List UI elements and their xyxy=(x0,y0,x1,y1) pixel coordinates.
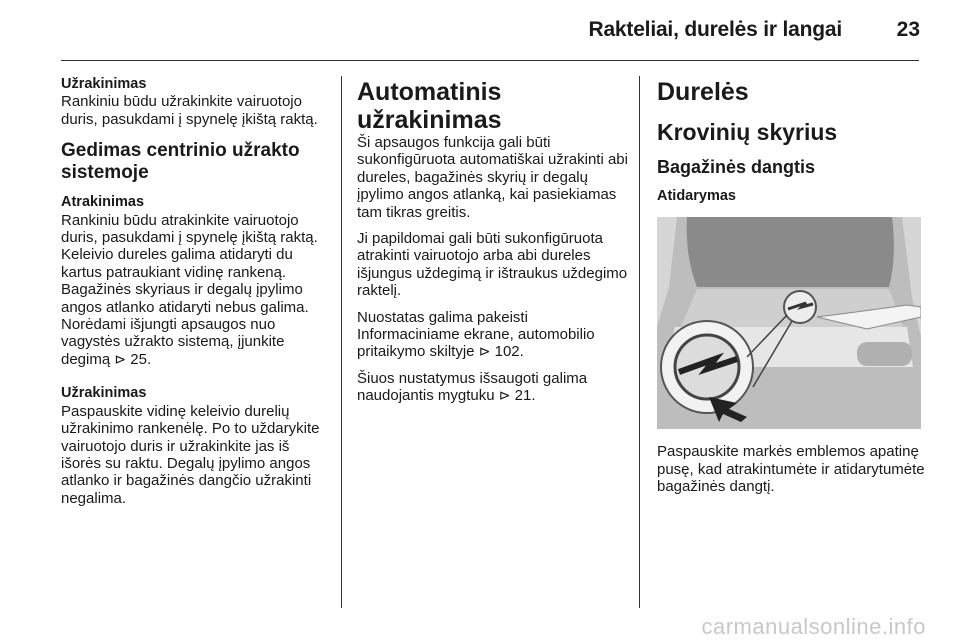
header-title: Rakteliai, durelės ir langai xyxy=(588,18,842,41)
column-middle xyxy=(357,78,629,405)
paragraph-auto-lock-2: Ji papildomai gali būti sukonfigūruota atrakinti vairuotojo arba abi dureles išjungus uždegimą ir ištraukus uždegimo raktelį. xyxy=(357,230,628,300)
paragraph-auto-lock-4 xyxy=(357,370,629,405)
figure-caption: Paspauskite markės emblemos apatinę pusę, kad atrakintumėte ir atidarytumėte bagažinės dangtį. xyxy=(657,443,925,496)
ref-arrow-icon: ⊳ xyxy=(498,387,511,404)
page-ref-link[interactable]: 25. xyxy=(130,350,152,368)
tailgate-illustration xyxy=(657,217,921,429)
ref-arrow-icon: ⊳ xyxy=(478,343,491,360)
heading-tailgate: Bagažinės dangtis xyxy=(657,157,816,177)
page-header xyxy=(0,0,960,62)
subheading-locking-2: Užrakinimas xyxy=(61,385,147,402)
subheading-locking: Užrakinimas xyxy=(61,76,147,92)
heading-doors: Durelės xyxy=(657,78,749,106)
paragraph-unlocking-text: Rankiniu būdu atrakinkite vairuotojo duris, pasukdami į spynelę įkištą raktą. Keleivio dureles galima atidaryti du kartus patraukiant vidinę rankeną. Bagažinės skyriaus ir degalų įpylimo angos atlanko atidaryti nebus galima. Norėdami išjungti apsaugos nuo vagystės užrakto sistemą, įjunkite degimą xyxy=(61,211,318,368)
paragraph-auto-lock-1: Ši apsaugos funkcija gali būti sukonfigūruota automatiškai užrakinti abi dureles, bagažinės skyrių ir degalų įpylimo angos atlanką, kai pasiekiamas tam tikras greitis. xyxy=(357,134,628,221)
heading-automatic-locking: Automatinis užrakinimas xyxy=(357,78,502,134)
paragraph-auto-lock-3 xyxy=(357,309,629,361)
column-divider-1 xyxy=(341,76,342,608)
paragraph-manual-lock: Rankiniu būdu užrakinkite vairuotojo duris, pasukdami į spynelę įkištą raktą. xyxy=(61,93,318,128)
page-ref-link[interactable]: 102. xyxy=(494,343,524,361)
heading-central-lock-failure: Gedimas centrinio užrakto sistemoje xyxy=(61,140,300,184)
paragraph-auto-lock-3-text: Nuostatas galima pakeisti Informaciniame ekrane, automobilio pritaikymo skiltyje xyxy=(357,308,595,361)
subheading-unlocking: Atrakinimas xyxy=(61,194,145,211)
paragraph-unlocking xyxy=(61,212,333,369)
column-divider-2 xyxy=(639,76,640,608)
watermark: carmanualsonline.info xyxy=(701,614,926,639)
heading-cargo: Krovinių skyrius xyxy=(657,119,838,145)
page-number: 23 xyxy=(896,18,920,41)
header-rule xyxy=(61,60,919,61)
page-ref-link[interactable]: 21. xyxy=(514,387,536,405)
car-rear-illustration xyxy=(657,217,921,429)
paragraph-auto-lock-4-text: Šiuos nustatymus išsaugoti galima naudojantis mygtuku xyxy=(357,369,588,405)
column-right xyxy=(657,78,925,496)
column-left xyxy=(61,76,333,507)
paragraph-locking-2: Paspauskite vidinę keleivio durelių užrakinimo rankenėlę. Po to uždarykite vairuotojo duris ir užrakinkite jas iš išorės su raktu. Degalų įpylimo angos atlanko ir bagažinės dangčio užrakinti negalima. xyxy=(61,402,320,507)
ref-arrow-icon: ⊳ xyxy=(114,350,127,367)
subheading-opening: Atidarymas xyxy=(657,188,736,204)
